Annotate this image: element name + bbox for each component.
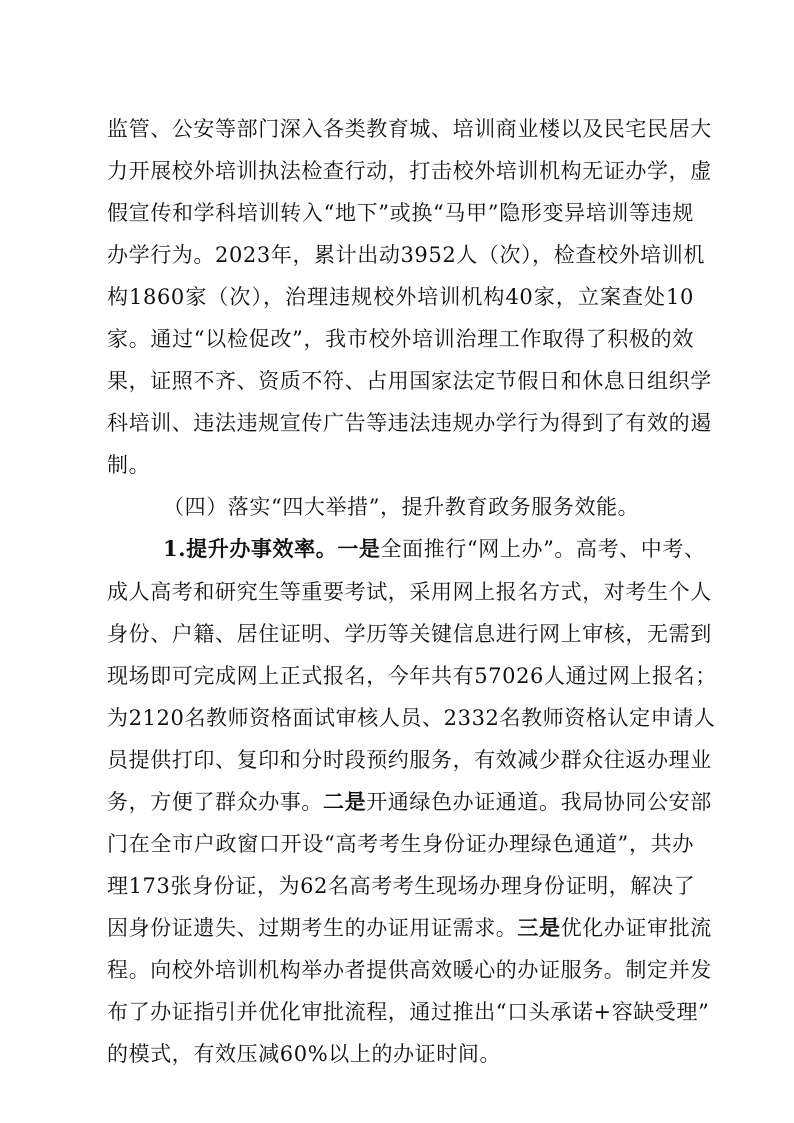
- text-line: [107, 360, 712, 402]
- text-line: [107, 613, 712, 655]
- text-run: 开通绿色办证通道。我局协同公安部: [366, 789, 712, 814]
- text-line: [107, 949, 712, 991]
- text-line: [107, 486, 694, 528]
- text-run: 程。向校外培训机构举办者提供高效暖心的办证服务。制定并发: [107, 957, 712, 982]
- text-run: 门在全市户政窗口开设“高考考生身份证办理绿色通道”，共办: [107, 831, 694, 856]
- text-run: 假宣传和学科培训转入“地下”或换“马甲”隐形变异培训等违规: [107, 201, 694, 226]
- text-run: 优化办证审批流: [560, 915, 712, 940]
- text-line: [107, 192, 694, 234]
- body-paragraph: [107, 108, 712, 486]
- text-run: 因身份证遗失、过期考生的办证用证需求。: [107, 915, 518, 940]
- text-line: [107, 318, 694, 360]
- text-line: [107, 865, 694, 907]
- text-line: [107, 571, 712, 613]
- text-line: [107, 1033, 694, 1075]
- text-line: [107, 528, 706, 570]
- text-line: [107, 276, 694, 318]
- text-run: 成人高考和研究生等重要考试，采用网上报名方式，对考生个人: [107, 579, 712, 604]
- text-line: [107, 234, 705, 276]
- text-line: [107, 823, 694, 865]
- text-run: 务，方便了群众办事。: [107, 789, 323, 814]
- text-run: 理173张身份证，为62名高考考生现场办理身份证明，解决了: [107, 873, 696, 898]
- text-run: 现场即可完成网上正式报名，今年共有57026人通过网上报名；: [107, 663, 717, 688]
- text-run: 办学行为。2023年，累计出动3952人（次），检查校外培训机: [107, 243, 705, 268]
- document-page: [107, 108, 717, 1075]
- bold-run: 三是: [517, 914, 561, 940]
- text-line: [107, 444, 694, 486]
- text-line: [107, 655, 717, 697]
- text-run: 果，证照不齐、资质不符、占用国家法定节假日和休息日组织学: [107, 369, 712, 394]
- text-run: 监管、公安等部门深入各类教育城、培训商业楼以及民宅民居大: [107, 117, 712, 141]
- text-run: 布了办证指引并优化审批流程，通过推出“口头承诺+容缺受理”: [107, 999, 710, 1024]
- text-run: 制。: [107, 453, 151, 478]
- text-line: [107, 907, 712, 949]
- bold-run: 1.提升办事效率。: [163, 536, 338, 562]
- text-line: [107, 697, 716, 739]
- text-run: 全面推行“网上办”。高考、中考、: [380, 537, 706, 562]
- bold-run: 一是: [337, 536, 381, 562]
- text-line: [107, 150, 712, 192]
- text-run: 员提供打印、复印和分时段预约服务，有效减少群众往返办理业: [107, 747, 712, 772]
- text-run: 家。通过“以检促改”，我市校外培训治理工作取得了积极的效: [107, 327, 694, 352]
- text-line: [107, 781, 712, 823]
- section-heading: [107, 486, 694, 528]
- text-line: [107, 402, 712, 444]
- text-line: [107, 739, 712, 781]
- text-line: [107, 991, 710, 1033]
- text-run: 构1860家（次），治理违规校外培训机构40家，立案查处10: [107, 285, 694, 310]
- text-run: 的模式，有效压减60%以上的办证时间。: [107, 1042, 502, 1067]
- text-run: 身份、户籍、居住证明、学历等关键信息进行网上审核，无需到: [107, 621, 712, 646]
- body-paragraph: [107, 528, 717, 1075]
- bold-run: 二是: [323, 788, 367, 814]
- text-run: 力开展校外培训执法检查行动，打击校外培训机构无证办学，虚: [107, 159, 712, 184]
- text-run: 科培训、违法违规宣传广告等违法违规办学行为得到了有效的遏: [107, 411, 712, 436]
- text-run: 为2120名教师资格面试审核人员、2332名教师资格认定申请人: [107, 705, 716, 730]
- text-run: （四）落实“四大举措”，提升教育政务服务效能。: [163, 495, 640, 520]
- text-line: [107, 108, 712, 150]
